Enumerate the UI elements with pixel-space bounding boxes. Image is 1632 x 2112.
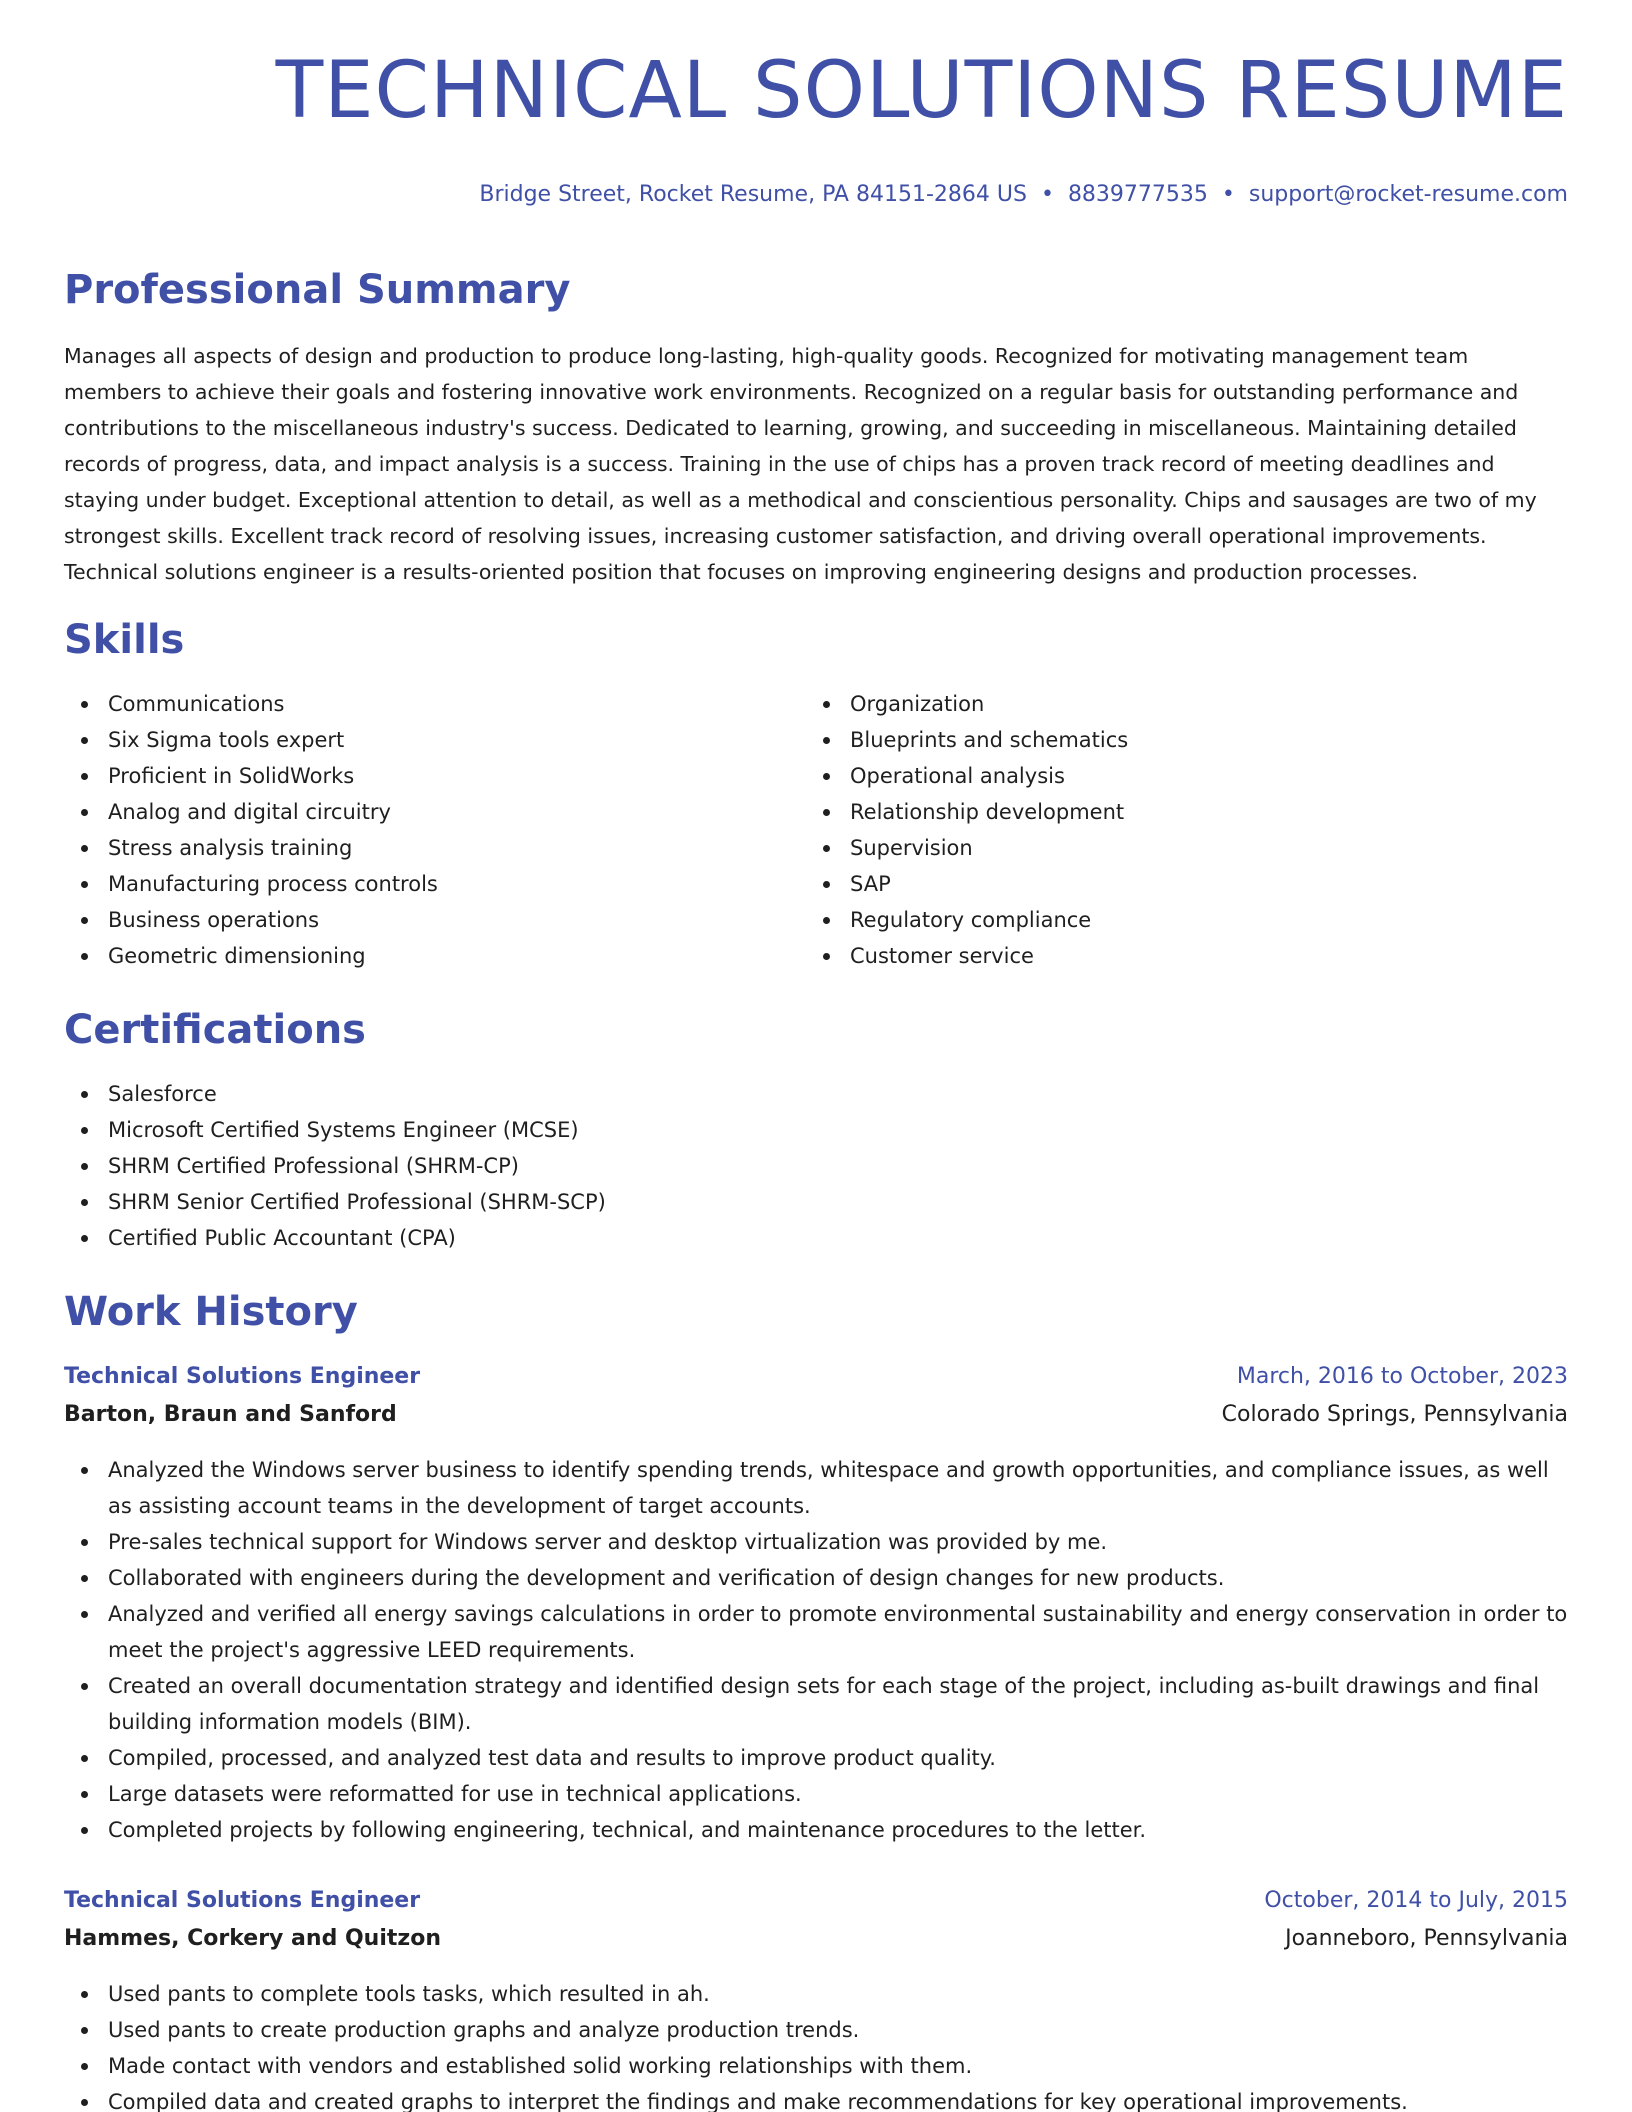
skill-item: Supervision bbox=[806, 830, 1546, 866]
resume-page bbox=[64, 0, 1568, 2112]
certification-item: SHRM Certified Professional (SHRM-CP) bbox=[64, 1148, 1568, 1184]
skills-list-right bbox=[806, 686, 1546, 974]
skill-item: Analog and digital circuitry bbox=[64, 794, 804, 830]
job-bullet: Compiled, processed, and analyzed test data and results to improve product quality. bbox=[64, 1740, 1568, 1776]
skills-heading: Skills bbox=[64, 617, 185, 663]
skill-item: Geometric dimensioning bbox=[64, 938, 804, 974]
resume-title: TECHNICAL SOLUTIONS RESUME bbox=[275, 46, 1568, 136]
certifications-heading: Certifications bbox=[64, 1007, 366, 1053]
job-company: Hammes, Corkery and Quitzon bbox=[64, 1926, 441, 1951]
contact-phone: 8839777535 bbox=[1067, 182, 1208, 207]
job-bullet: Used pants to create production graphs and analyze production trends. bbox=[64, 2012, 1568, 2048]
job-location: Joanneboro, Pennsylvania bbox=[1285, 1926, 1568, 1951]
certification-item: Salesforce bbox=[64, 1076, 1568, 1112]
job-bullets bbox=[64, 1976, 1568, 2112]
skill-item: Operational analysis bbox=[806, 758, 1546, 794]
skill-item: Six Sigma tools expert bbox=[64, 722, 804, 758]
job-bullets bbox=[64, 1452, 1568, 1848]
contact-email[interactable]: support@rocket-resume.com bbox=[1248, 182, 1568, 207]
skill-item: Relationship development bbox=[806, 794, 1546, 830]
job-dates: March, 2016 to October, 2023 bbox=[1236, 1364, 1568, 1389]
job-bullet: Created an overall documentation strategy and identified design sets for each stage of the project, including as-built drawings and final building information models (BIM). bbox=[64, 1668, 1568, 1740]
skill-item: Business operations bbox=[64, 902, 804, 938]
skill-item: Blueprints and schematics bbox=[806, 722, 1546, 758]
job-bullet: Large datasets were reformatted for use in technical applications. bbox=[64, 1776, 1568, 1812]
job-bullet: Analyzed and verified all energy savings calculations in order to promote environmental sustainability and energy conservation in order to meet the project's aggressive LEED requirements. bbox=[64, 1596, 1568, 1668]
job-bullet: Used pants to complete tools tasks, which resulted in ah. bbox=[64, 1976, 1568, 2012]
job-title: Technical Solutions Engineer bbox=[64, 1888, 421, 1913]
skill-item: Communications bbox=[64, 686, 804, 722]
job-bullet: Made contact with vendors and established solid working relationships with them. bbox=[64, 2048, 1568, 2084]
job-bullet: Collaborated with engineers during the development and verification of design changes for new products. bbox=[64, 1560, 1568, 1596]
skills-list-left bbox=[64, 686, 804, 974]
job-location: Colorado Springs, Pennsylvania bbox=[1221, 1402, 1568, 1427]
job-bullet: Compiled data and created graphs to interpret the findings and make recommendations for key operational improvements. bbox=[64, 2084, 1568, 2112]
contact-address: Bridge Street, Rocket Resume, PA 84151-2864 US bbox=[479, 182, 1027, 207]
contact-separator: • bbox=[1221, 182, 1235, 207]
skill-item: Organization bbox=[806, 686, 1546, 722]
certification-item: Certified Public Accountant (CPA) bbox=[64, 1220, 1568, 1256]
certification-item: SHRM Senior Certified Professional (SHRM-SCP) bbox=[64, 1184, 1568, 1220]
job-title: Technical Solutions Engineer bbox=[64, 1364, 421, 1389]
contact-separator: • bbox=[1040, 182, 1054, 207]
summary-text: Manages all aspects of design and production to produce long-lasting, high-quality goods. Recognized for motivating management team members to achieve their goals and fostering innovative work environments. Recognized on a regular basis for outstanding performance and contributions to the miscellaneous industry's success. Dedicated to learning, growing, and succeeding in miscellaneous. Maintaining detailed records of progress, data, and impact analysis is a success. Training in the use of chips has a proven track record of meeting deadlines and staying under budget. Exceptional attention to detail, as well as a methodical and conscientious personality. Chips and sausages are two of my strongest skills. Excellent track record of resolving issues, increasing customer satisfaction, and driving overall operational improvements. Technical solutions engineer is a results-oriented position that focuses on improving engineering designs and production processes. bbox=[64, 344, 1537, 584]
job-dates: October, 2014 to July, 2015 bbox=[1264, 1888, 1568, 1913]
skill-item: Manufacturing process controls bbox=[64, 866, 804, 902]
job-bullet: Completed projects by following engineering, technical, and maintenance procedures to the letter. bbox=[64, 1812, 1568, 1848]
skill-item: Stress analysis training bbox=[64, 830, 804, 866]
job-company: Barton, Braun and Sanford bbox=[64, 1402, 397, 1427]
job-bullet: Pre-sales technical support for Windows server and desktop virtualization was provided by me. bbox=[64, 1524, 1568, 1560]
certification-item: Microsoft Certified Systems Engineer (MCSE) bbox=[64, 1112, 1568, 1148]
skill-item: SAP bbox=[806, 866, 1546, 902]
work-history-heading: Work History bbox=[64, 1289, 358, 1335]
certifications-list bbox=[64, 1076, 1568, 1256]
summary-heading: Professional Summary bbox=[64, 267, 571, 313]
contact-line bbox=[479, 184, 1568, 206]
skill-item: Proficient in SolidWorks bbox=[64, 758, 804, 794]
skill-item: Regulatory compliance bbox=[806, 902, 1546, 938]
skill-item: Customer service bbox=[806, 938, 1546, 974]
job-bullet: Analyzed the Windows server business to identify spending trends, whitespace and growth opportunities, and compliance issues, as well as assisting account teams in the development of target accounts. bbox=[64, 1452, 1568, 1524]
